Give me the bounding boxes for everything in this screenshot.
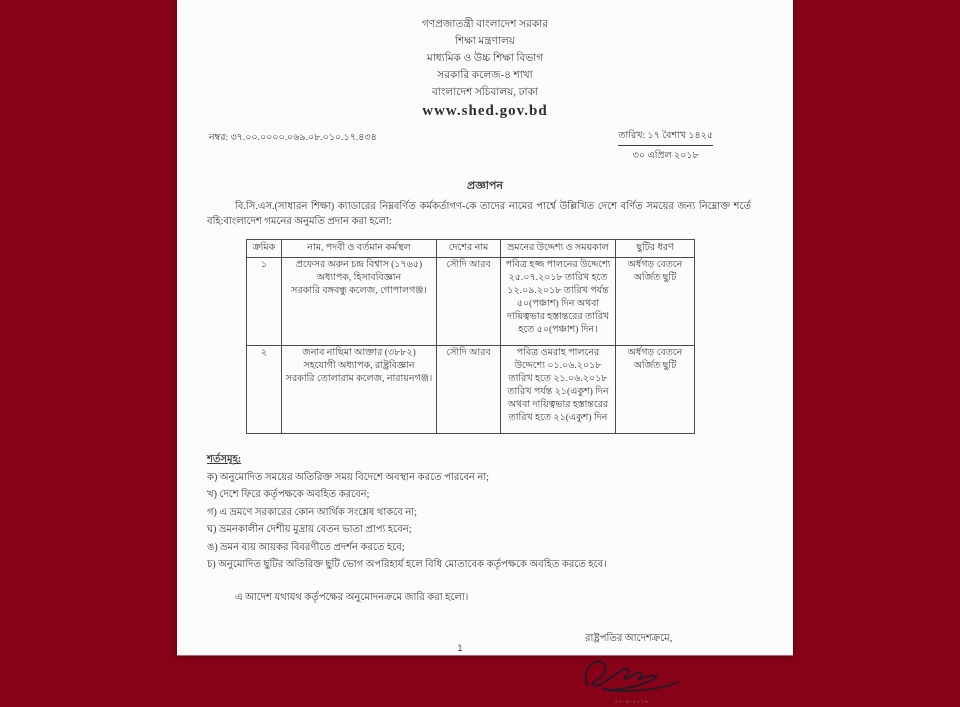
- cell-country: সৌদি আরব: [437, 258, 501, 346]
- table-row: [247, 258, 695, 346]
- name-line: অধ্যাপক, হিসাববিজ্ঞান: [316, 273, 402, 283]
- cell-country: সৌদি আরব: [437, 346, 501, 434]
- name-line: জনাব নাছিমা আক্তার (৩৮৮২): [302, 348, 416, 358]
- scanned-document-page: [177, 0, 793, 705]
- condition-item: চ) অনুমোদিত ছুটির অতিরিক্ত ছুটি ভোগ অপরিহার্য হলে বিধি মোতাবেক কর্তৃপক্ষকে অবহিত করতে হবে।: [207, 559, 607, 570]
- condition-item: ঘ) ভ্রমনকালীন দেশীয় মুদ্রায় বেতন ভাতা প্রাপ্য হবেন;: [207, 524, 412, 535]
- cell-leave-type: অর্ধগড় বেতনে অর্জিত ছুটি: [616, 346, 695, 434]
- memo-date-block: [618, 129, 713, 164]
- header-line-government: গণপ্রজাতন্ত্রী বাংলাদেশ সরকার: [421, 19, 549, 30]
- notice-body-paragraph: বি.সি.এস.(সাধারন শিক্ষা) ক্যাডারের নিম্নবর্ণিত কর্মকর্তাগণ-কে তাদের নামের পার্শ্বে উল্লিখিত দেশে বর্ণিত সময়ের জন্য নিম্নোক্ত শর্তে বহি:বাংলাদেশ গমনের অনুমতি প্রদান করা হলো:: [207, 201, 751, 227]
- condition-item: গ) এ ভ্রমণে সরকারের কোন আর্থিক সংশ্লেষ থাকবে না;: [207, 506, 417, 518]
- condition-item: ঙ) ভ্রমন ব্যয় আয়কর বিবরণীতে প্রদর্শন করতে হবে;: [207, 541, 405, 553]
- conditions-section: [207, 451, 793, 574]
- cell-serial: ১: [247, 258, 282, 346]
- signature-block: [567, 652, 697, 707]
- col-header-serial: ক্রমিক: [247, 240, 282, 258]
- cell-name: [282, 258, 437, 346]
- memo-meta-row: [209, 129, 713, 164]
- document-header: [177, 0, 793, 121]
- cell-purpose: পবিত্র ওমরাহ পালনের উদ্দেশ্যে ০১.০৬.২০১৮ তারিখ হতে ২১.০৬.২০১৮ তারিখ পর্যন্ত ২১(একুশ) দিন অথবা দায়িত্বভার হস্তান্তরের তারিখ হতে ২১(একুশ) দিন: [501, 346, 616, 434]
- memo-number: নম্বর: ৩৭.০০.০০০০.০৬৯.০৮.০১০.১৭.৪৩৪: [209, 133, 377, 143]
- by-order-of-president: রাষ্ট্রপতির আদেশক্রমে,: [585, 632, 673, 644]
- memo-date-gregorian: ৩০ এপ্রিল ২০১৮: [632, 151, 699, 161]
- col-header-name: নাম, পদবী ও বর্তমান কর্মস্থল: [282, 240, 437, 258]
- page-number: 1: [457, 643, 463, 653]
- memo-date-bangla: তারিখ: ১৭ বৈশাখ ১৪২৫: [618, 129, 713, 146]
- header-line-ministry: শিক্ষা মন্ত্রণালয়: [455, 36, 515, 47]
- officials-leave-table: [246, 239, 695, 434]
- conditions-title: শর্তসমূহ:: [207, 454, 242, 465]
- website-url: www.shed.gov.bd: [422, 103, 548, 119]
- col-header-country: দেশের নাম: [437, 240, 501, 258]
- col-header-purpose: ভ্রমনের উদ্দেশ্য ও সময়কাল: [501, 240, 616, 258]
- col-header-leave-type: ছুটির ধরণ: [616, 240, 695, 258]
- signature-date: ৩০-৪-২০১৮: [614, 699, 650, 705]
- name-line: সরকারি বঙ্গবন্ধু কলেজ, গোপালগঞ্জ।: [291, 286, 427, 296]
- name-line: সরকারি তোলারাম কলেজ, নারায়নগঞ্জ।: [285, 374, 433, 384]
- table-row: [247, 346, 695, 434]
- table-header-row: [247, 240, 695, 258]
- notice-title: প্রজ্ঞাপন: [467, 180, 503, 192]
- cell-name: [282, 346, 437, 434]
- cell-purpose: পবিত্র হজ্জ পালনের উদ্দেশ্যে ২৫.০৭.২০১৮ তারিখ হতে ১২.০৯.২০১৮ তারিখ পর্যন্ত ৫০(পঞ্চাশ) দিন অথবা দায়িত্বভার হস্তান্তরের তারিখ হতে ৫০(পঞ্চাশ) দিন।: [501, 258, 616, 346]
- signature-scribble-icon: [572, 652, 692, 698]
- header-line-branch: সরকারি কলেজ-৪ শাখা: [437, 70, 533, 81]
- issuance-statement: এ আদেশ যথাযথ কর্তৃপক্ষের অনুমোদনক্রমে জারি করা হলো।: [235, 591, 469, 603]
- condition-item: খ) দেশে ফিরে কর্তৃপক্ষকে অবহিত করবেন;: [207, 489, 370, 500]
- condition-item: ক) অনুমোদিত সময়ের অতিরিক্ত সময় বিদেশে অবস্থান করতে পারবেন না;: [207, 471, 490, 483]
- cell-serial: ২: [247, 346, 282, 434]
- name-line: প্রফেসর অরুন চন্দ্র বিশ্বাস (১৭৬৫): [295, 260, 423, 270]
- header-line-secretariat: বাংলাদেশ সচিবালয়, ঢাকা: [432, 87, 538, 98]
- name-line: সহযোগী অধ্যাপক, রাষ্ট্রবিজ্ঞান: [303, 361, 415, 371]
- cell-leave-type: অর্ধগড় বেতনে অর্জিত ছুটি: [616, 258, 695, 346]
- header-line-division: মাধ্যমিক ও উচ্চ শিক্ষা বিভাগ: [426, 53, 544, 64]
